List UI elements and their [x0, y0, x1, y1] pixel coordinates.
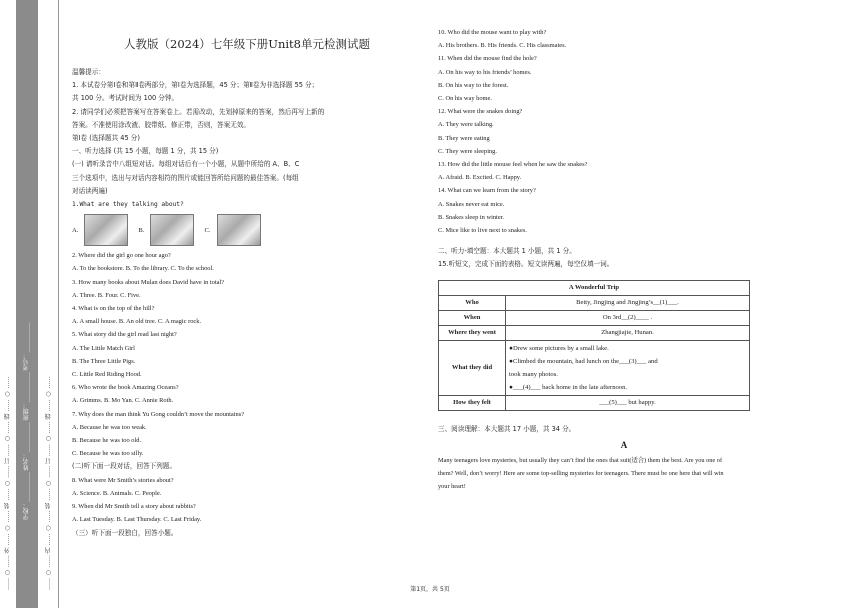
- table-cell: [506, 340, 750, 395]
- question-line: A. Afraid. B. Excited. C. Happy.: [438, 174, 522, 182]
- question-line: A. On his way to his friends’ homes.: [438, 68, 532, 76]
- question-line: A. A small house. B. An old tree. C. A magic rock.: [72, 318, 202, 326]
- question-line: C. On his way home.: [438, 95, 492, 103]
- question-line: 3. How many books about Mulan does David have in total?: [72, 278, 225, 286]
- page-footer: 第1页，共 5页: [410, 586, 450, 593]
- binding-gutter-outer: [0, 0, 16, 608]
- reading-line: them? Well, don’t worry! Here are some top-selling mysteries for teenagers. There must be one here that will win: [438, 470, 724, 478]
- question-line: (二)听下面一段对话，回答下列题。: [72, 462, 177, 471]
- question-line: 7. Why does the man think Yu Gong couldn’t move the mountains?: [72, 410, 245, 418]
- part-heading: 三、阅读理解：本大题共 17 小题，共 34 分。: [438, 424, 576, 433]
- q1-picture-options: [72, 214, 422, 246]
- notice-line: 1. 本试卷分第Ⅰ卷和第Ⅱ卷两部分，第Ⅰ卷为选择题，45 分；第Ⅱ卷为非选择题 55 分；: [72, 81, 319, 90]
- question-line: 2. Where did the girl go one hour ago?: [72, 252, 171, 260]
- question-line: 8. What were Mr Smith’s stories about?: [72, 476, 174, 484]
- option-b-picture: [150, 214, 194, 246]
- table-title: A Wonderful Trip: [439, 280, 750, 295]
- question-line: A. His brothers. B. His friends. C. His classmates.: [438, 42, 567, 50]
- question-line: B. On his way to the forest.: [438, 81, 509, 89]
- instructions-line: (一) 请听录音中八组短对话。每组对话后有一个小题，从题中所给的 A、B、C: [72, 160, 300, 169]
- option-c-picture: [217, 214, 261, 246]
- table-cell: Zhangjiajie, Hunan.: [506, 325, 750, 340]
- question-line: 5. What story did the girl read last night?: [72, 331, 177, 339]
- question-line: B. The Three Little Pigs.: [72, 357, 136, 365]
- question-line: 9. When did Mr Smith tell a story about rabbits?: [72, 503, 196, 511]
- question-line: （三）听下面一段独白，回答小题。: [72, 528, 178, 537]
- question-15: 15.听短文，完成下面的表格。短文读两遍，每空仅填一词。: [438, 260, 614, 269]
- question-line: C. Because he was too silly.: [72, 450, 144, 458]
- question-line: 4. What is on the top of the hill?: [72, 305, 155, 313]
- reading-line: your heart!: [438, 483, 466, 491]
- question-line: A. Science. B. Animals. C. People.: [72, 489, 162, 497]
- table-cell: ___(5)___ but happy.: [506, 395, 750, 410]
- binding-gutter-band: [16, 0, 38, 608]
- question-line: A. They were talking.: [438, 121, 494, 129]
- question-line: A. Last Tuesday. B. Last Thursday. C. Last Friday.: [72, 516, 202, 524]
- instructions-line: 对话读两遍): [72, 186, 108, 195]
- passage-letter: A: [620, 439, 628, 450]
- part-heading: 二、听力-填空题：本大题共 1 小题，共 1 分。: [438, 247, 576, 256]
- option-label: C.: [204, 226, 211, 234]
- question-line: 6. Who wrote the book Amazing Oceans?: [72, 384, 179, 392]
- question-line: 10. Who did the mouse want to play with?: [438, 29, 547, 36]
- question-line: B. They were eating: [438, 134, 490, 142]
- instructions-line: 三个选项中，选出与对话内容相符的图片或能回答所给问题的最佳答案。(每组: [72, 173, 299, 182]
- reading-line: Many teenagers love mysteries, but usually they can’t find the ones that suit(适合) them the best. Are you one of: [438, 456, 723, 464]
- activity-line: ●Drew some pictures by a small lake.: [509, 344, 609, 352]
- table-header: What they did: [439, 340, 506, 395]
- question-line: A. Snakes never eat mice.: [438, 200, 505, 208]
- table-cell: On 3rd__(2)____ .: [506, 310, 750, 325]
- table-header: Where they went: [439, 325, 506, 340]
- question-line: 14. What can we learn from the story?: [438, 187, 536, 195]
- question-line: 13. How did the little mouse feel when he saw the snakes?: [438, 161, 588, 169]
- question-line: C. They were sleeping.: [438, 147, 497, 155]
- question-line: A. Three. B. Four. C. Five.: [72, 291, 141, 299]
- gutter-outer-text: …… ○ …… 外 …… ○ …… 装 …… ○ …… 订 …… ○ …… 线 …… ○ ……: [4, 376, 11, 590]
- option-label: B.: [138, 226, 145, 234]
- binding-gutter-inner: [38, 0, 59, 608]
- option-label: A.: [72, 226, 79, 234]
- notice-heading: 温馨提示：: [72, 68, 105, 76]
- option-a-picture: [84, 214, 128, 246]
- activity-line: ●___(4)___ back home in the late afternoon.: [509, 383, 628, 391]
- page-title: 人教版（2024）七年级下册Unit8单元检测试题: [124, 37, 370, 51]
- question-line: C. Little Red Riding Hood.: [72, 371, 142, 379]
- part-heading: 一、听力选择 (共 15 小题，每题 1 分，共 15 分): [72, 147, 219, 156]
- question-line: A. The Little Match Girl: [72, 344, 135, 352]
- question-line: B. Snakes sleep in winter.: [438, 213, 505, 221]
- question-line: C. Mice like to live next to snakes.: [438, 227, 527, 235]
- table-header: How they felt: [439, 395, 506, 410]
- right-column: [438, 26, 810, 493]
- trip-table: [438, 280, 750, 411]
- notice-line: 答案。不准使用涂改液、胶带纸、修正带，否则，答案无效。: [72, 120, 251, 129]
- notice-line: 2. 请同学们必须把答案写在答案卷上。若需改动，先划掉原来的答案，然后再写上新的: [72, 107, 325, 116]
- table-header: When: [439, 310, 506, 325]
- table-header: Who: [439, 295, 506, 310]
- gutter-inner-text: …… ○ …… 内 …… ○ …… 装 …… ○ …… 订 …… ○ …… 线 …… ○ ……: [45, 376, 52, 590]
- left-column: [72, 30, 422, 540]
- question-line: B. Because he was too old.: [72, 437, 142, 445]
- section-heading: 第Ⅰ卷 (选择题共 45 分): [72, 134, 140, 143]
- notice-line: 共 100 分。考试时间为 100 分钟。: [72, 94, 179, 103]
- question-line: 11. When did the mouse find the hole?: [438, 55, 537, 63]
- question-line: 12. What were the snakes doing?: [438, 108, 523, 116]
- question-1: 1.What are they talking about?: [72, 201, 184, 209]
- question-line: A. Grimms. B. Mo Yan. C. Annie Roth.: [72, 397, 174, 405]
- student-info-fields: 学校：__________ 姓名：__________ 班级：__________ 考号：__________: [23, 322, 30, 520]
- table-cell: Betty, Jingjing and Jingjing’s__(1)___.: [506, 295, 750, 310]
- activity-line: took many photos.: [509, 370, 558, 378]
- question-line: A. Because he was too weak.: [72, 423, 147, 431]
- activity-line: ●Climbed the mountain, had lunch on the___(3)___ and: [509, 357, 658, 365]
- question-line: A. To the bookstore. B. To the library. C. To the school.: [72, 265, 214, 273]
